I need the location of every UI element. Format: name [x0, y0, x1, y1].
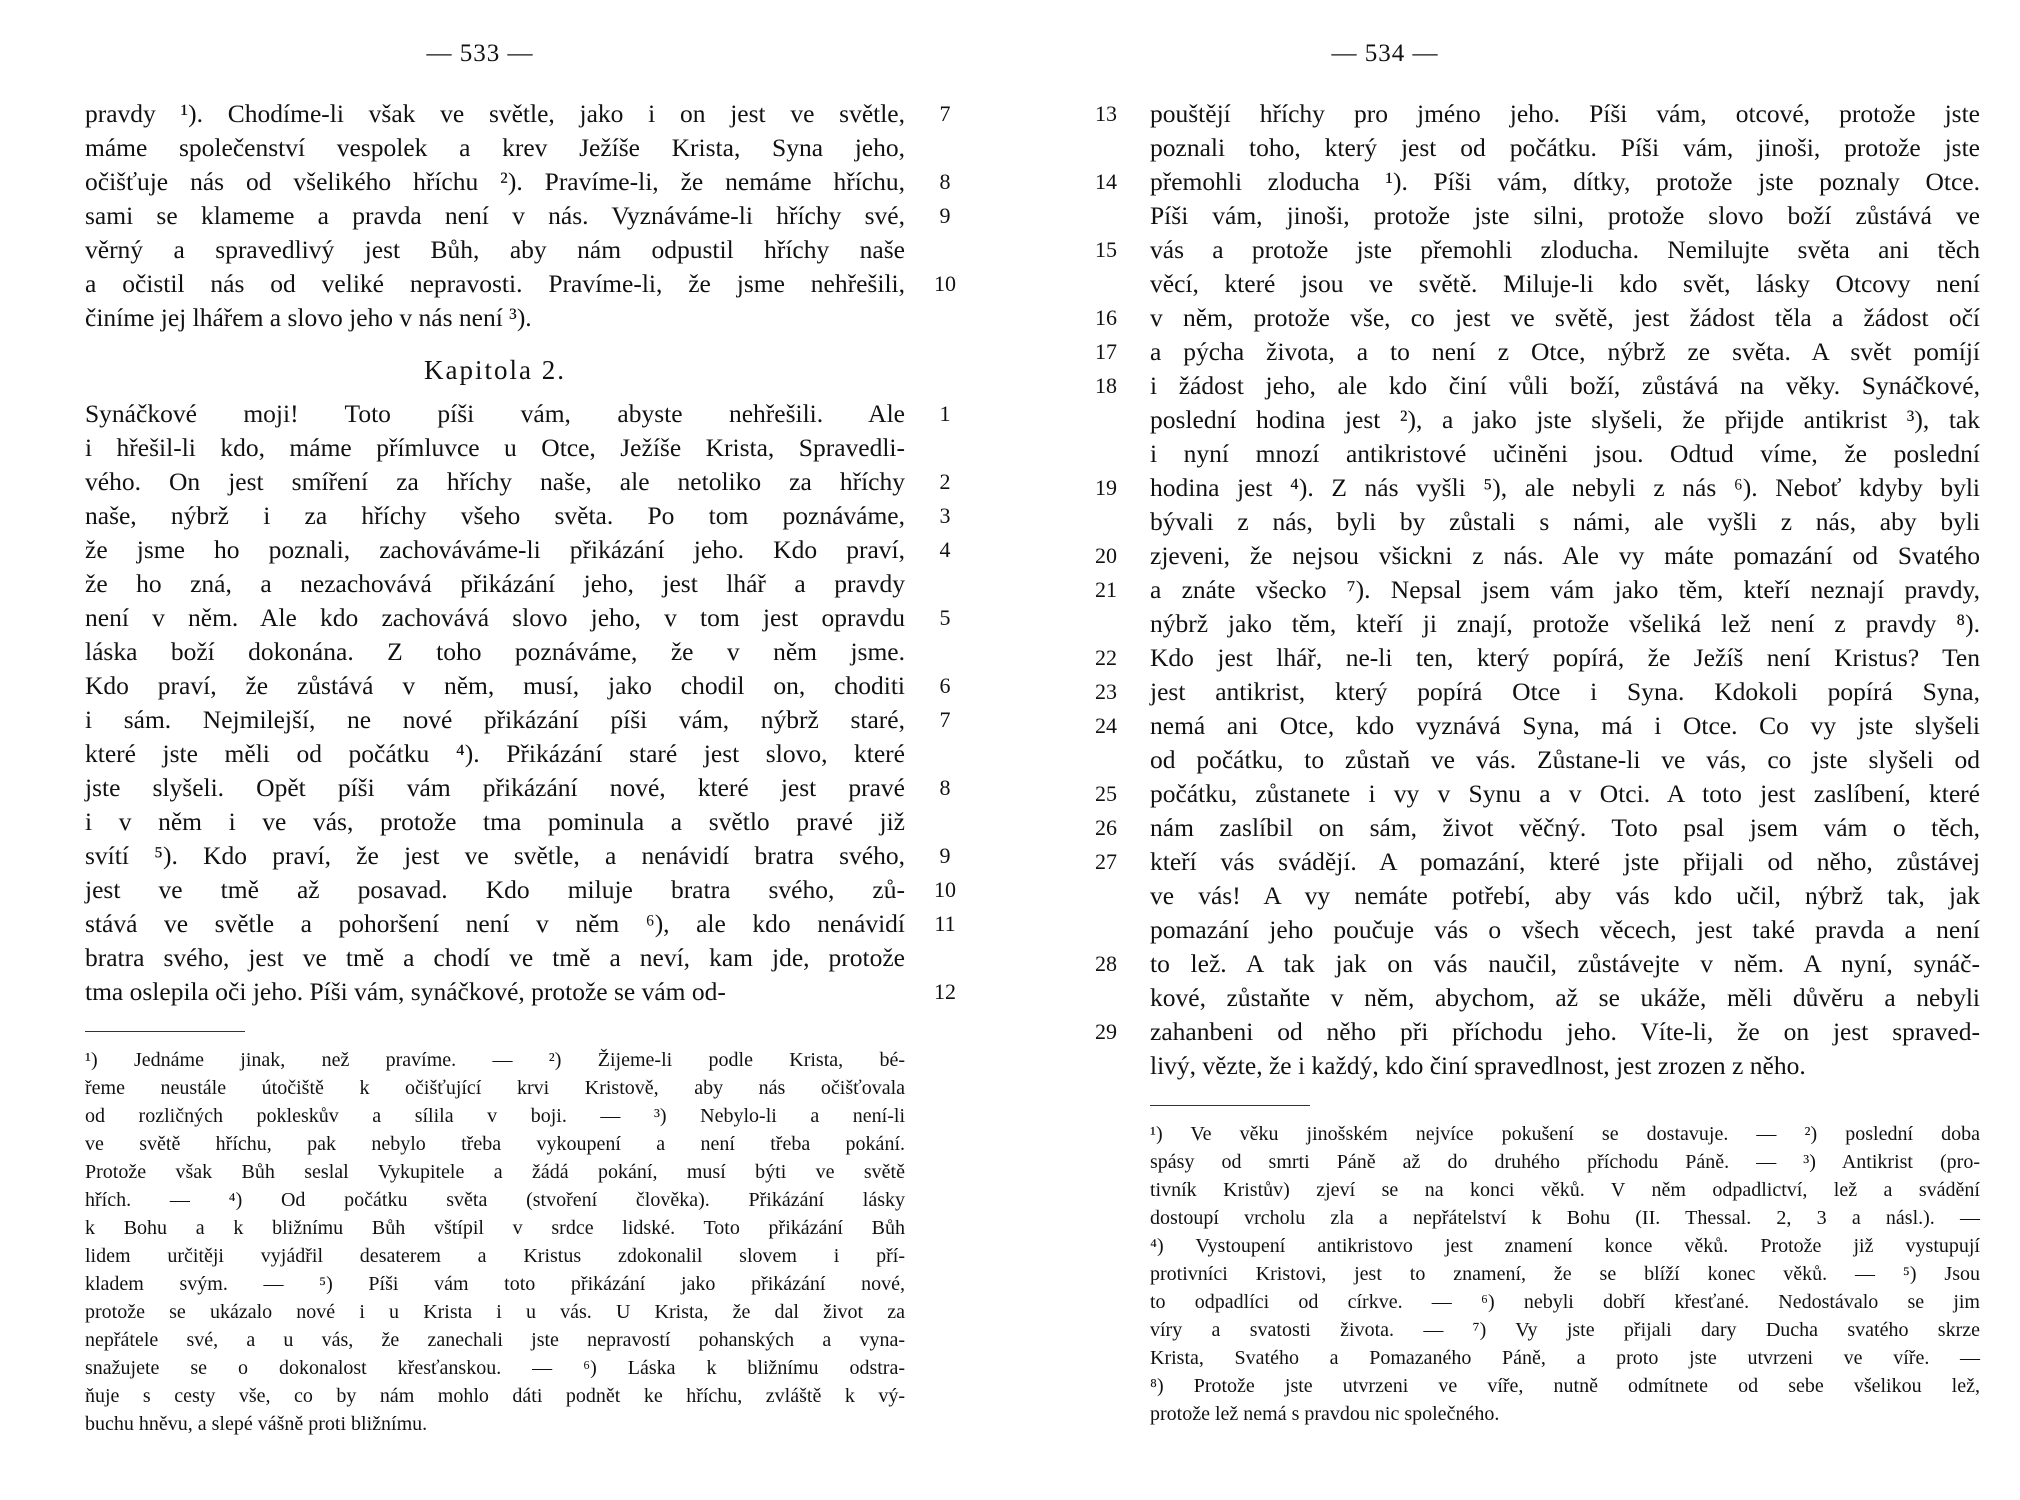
- line-text: i sám. Nejmilejší, ne nové přikázání píši vám, nýbrž staré,: [85, 705, 905, 734]
- text-line: [1095, 811, 1980, 845]
- text-line: [85, 165, 951, 199]
- line-text: nám zaslíbil on sám, život věčný. Toto psal jsem vám o těch,: [1150, 813, 1980, 842]
- text-line: [85, 499, 951, 533]
- footnote-text: protože lež nemá s pravdou nic společného.: [1150, 1403, 1500, 1425]
- verse-number: 13: [1095, 101, 1117, 126]
- line-text: přemohli zloducha ¹). Píši vám, dítky, protože jste poznaly Otce.: [1150, 167, 1980, 196]
- footnote-line: [1150, 1260, 1980, 1288]
- footnote-text: k Bohu a k bližnímu Bůh vštípil v srdce lidské. Toto přikázání Bůh: [85, 1217, 905, 1239]
- text-line: [85, 465, 951, 499]
- text-line: [85, 567, 905, 601]
- verse-number: 10: [934, 271, 956, 296]
- footnote-line: [85, 1242, 905, 1270]
- footnote-text: ⁴) Vystoupení antikristovo jest znamení konce věků. Protože již vystupují: [1150, 1235, 1980, 1257]
- footnote-line: [85, 1158, 905, 1186]
- text-line: [1095, 437, 1980, 471]
- verse-number: 18: [1095, 373, 1117, 398]
- text-line: [1095, 641, 1980, 675]
- text-line: [85, 669, 951, 703]
- line-text: bývali z nás, byli by zůstali s námi, ale vyšli z nás, aby byli: [1150, 507, 1980, 536]
- text-line: [85, 737, 905, 771]
- text-line: [1095, 369, 1980, 403]
- text-line: [85, 601, 951, 635]
- text-line: [85, 199, 951, 233]
- footnote-text: ňuje s cesty vše, co by nám mohlo dáti podnět ke hříchu, zvláště k vý-: [85, 1385, 905, 1407]
- text-line: [1095, 981, 1980, 1015]
- line-text: kteří vás svádějí. A pomazání, které jste přijali od něho, zůstávej: [1150, 847, 1980, 876]
- verse-number: 27: [1095, 849, 1117, 874]
- footnote-line: [85, 1382, 905, 1410]
- text-line: [1095, 947, 1980, 981]
- footnote-line: [1150, 1400, 1980, 1428]
- text-line: [1095, 845, 1980, 879]
- footnote-text: řeme neustále útočiště k očišťující krvi Kristově, aby nás očišťovala: [85, 1077, 905, 1099]
- line-text: vás a protože jste přemohli zloducha. Nemilujte světa ani těch: [1150, 235, 1980, 264]
- verse-number: 24: [1095, 713, 1117, 738]
- verse-number: 2: [939, 469, 951, 494]
- text-line: [85, 839, 951, 873]
- line-text: věcí, které jsou ve světě. Miluje-li kdo svět, lásky Otcovy není: [1150, 269, 1980, 298]
- footnote-line: [1150, 1316, 1980, 1344]
- line-text: i hřešil-li kdo, máme přímluvce u Otce, Ježíše Krista, Spravedli-: [85, 433, 905, 462]
- line-text: jest antikrist, který popírá Otce i Syna. Kdokoli popírá Syna,: [1150, 677, 1980, 706]
- verse-number: 1: [939, 401, 951, 426]
- text-line: [85, 873, 956, 907]
- footnote-line: [85, 1046, 905, 1074]
- text-line: [1095, 233, 1980, 267]
- line-text: zjeveni, že nejsou všickni z nás. Ale vy máte pomazání od Svatého: [1150, 541, 1980, 570]
- footnote-line: [1150, 1232, 1980, 1260]
- verse-number: 9: [939, 843, 951, 868]
- footnote-line: [1150, 1120, 1980, 1148]
- footnote-line: [85, 1270, 905, 1298]
- verse-number: 4: [939, 537, 951, 562]
- line-text: že jsme ho poznali, zachováváme-li přikázání jeho. Kdo praví,: [85, 535, 905, 564]
- line-text: Píši vám, jinoši, protože jste silni, protože slovo boží zůstává ve: [1150, 201, 1980, 230]
- chapter-title: Kapitola 2.: [424, 355, 566, 385]
- text-line: [1095, 165, 1980, 199]
- footnote-line: [85, 1214, 905, 1242]
- page-534: [1010, 0, 2020, 1500]
- line-text: Synáčkové moji! Toto píši vám, abyste nehřešili. Ale: [85, 399, 905, 428]
- footnote-text: ⁸) Protože jste utvrzeni ve víře, nutně odmítnete od sebe všelikou lež,: [1150, 1375, 1980, 1397]
- footnote-text: dostoupí vrcholu zla a nepřátelství k Bohu (II. Thessal. 2, 3 a násl.). —: [1150, 1207, 1980, 1229]
- verse-number: 19: [1095, 475, 1117, 500]
- line-text: v něm, protože vše, co jest ve světě, jest žádost těla a žádost očí: [1150, 303, 1980, 332]
- line-text: nemá ani Otce, kdo vyznává Syna, má i Otce. Co vy jste slyšeli: [1150, 711, 1980, 740]
- line-text: pouštějí hříchy pro jméno jeho. Píši vám, otcové, protože jste: [1150, 99, 1980, 128]
- footnote-text: Krista, Svatého a Pomazaného Páně, a proto jste utvrzeni ve víře. —: [1150, 1347, 1980, 1369]
- line-text: bratra svého, jest ve tmě a chodí ve tmě a neví, kam jde, protože: [85, 943, 905, 972]
- text-line: [1095, 539, 1980, 573]
- line-text: svítí ⁵). Kdo praví, že jest ve světle, a nenávidí bratra svého,: [85, 841, 905, 870]
- verse-number: 7: [939, 101, 951, 126]
- footnote-line: [85, 1074, 905, 1102]
- text-line: [1095, 471, 1980, 505]
- footnote-text: snažujete se o dokonalost křesťanskou. — ⁶) Láska k bližnímu odstra-: [85, 1357, 905, 1379]
- text-line: [1095, 913, 1980, 947]
- footnote-rule: [85, 1031, 245, 1032]
- line-text: stává ve světle a pohoršení není v něm ⁶), ale kdo nenávidí: [85, 909, 905, 938]
- text-line: [85, 771, 951, 805]
- text-line: [85, 301, 905, 335]
- line-text: nýbrž jako těm, kteří ji znají, protože všeliká lež není z pravdy ⁸).: [1150, 609, 1980, 638]
- footnote-line: [1150, 1176, 1980, 1204]
- verse-number: 8: [939, 169, 951, 194]
- verse-number: 14: [1095, 169, 1117, 194]
- text-line: [1095, 573, 1980, 607]
- verse-number: 3: [939, 503, 951, 528]
- footnote-line: [1150, 1204, 1980, 1232]
- footnote-line: [85, 1102, 905, 1130]
- text-line: [1095, 403, 1980, 437]
- text-line: [85, 397, 951, 431]
- footnote-line: [1150, 1372, 1980, 1400]
- footnote-text: nepřátele své, a u vás, že zanechali jste nepravostí pohanských a vyna-: [85, 1329, 905, 1351]
- text-line: [1095, 879, 1980, 913]
- line-text: které jste měli od počátku ⁴). Přikázání staré jest slovo, které: [85, 739, 905, 768]
- text-line: [1095, 1049, 1980, 1083]
- footnote-rule: [1150, 1105, 1310, 1106]
- line-text: očišťuje nás od všelikého hříchu ²). Pravíme-li, že nemáme hříchu,: [85, 167, 905, 196]
- line-text: zahanbeni od něho při příchodu jeho. Víte-li, že on jest spraved-: [1150, 1017, 1980, 1046]
- text-line: [1095, 777, 1980, 811]
- line-text: Kdo jest lhář, ne-li ten, který popírá, že Ježíš není Kristus? Ten: [1150, 643, 1980, 672]
- verse-number: 29: [1095, 1019, 1117, 1044]
- footnote-line: [85, 1326, 905, 1354]
- footnote-text: hřích. — ⁴) Od počátku světa (stvoření člověka). Přikázání lásky: [85, 1189, 905, 1211]
- text-line: [85, 97, 951, 131]
- footnote-line: [1150, 1344, 1980, 1372]
- line-text: naše, nýbrž i za hříchy všeho světa. Po tom poznáváme,: [85, 501, 905, 530]
- verse-number: 11: [934, 911, 956, 936]
- verse-number: 10: [934, 877, 956, 902]
- line-text: věrný a spravedlivý jest Bůh, aby nám odpustil hříchy naše: [85, 235, 905, 264]
- text-line: [85, 267, 956, 301]
- text-line: [1095, 505, 1980, 539]
- footnote-line: [85, 1298, 905, 1326]
- line-text: i žádost jeho, ale kdo činí vůli boží, zůstává na věky. Synáčkové,: [1150, 371, 1980, 400]
- text-line: [1095, 97, 1980, 131]
- line-text: Kdo praví, že zůstává v něm, musí, jako chodil on, choditi: [85, 671, 905, 700]
- line-text: livý, vězte, že i každý, kdo činí spravedlnost, jest zrozen z něho.: [1150, 1051, 1806, 1080]
- line-text: a znáte všecko ⁷). Nepsal jsem vám jako těm, kteří neznají pravdy,: [1150, 575, 1980, 604]
- line-text: máme společenství vespolek a krev Ježíše Krista, Syna jeho,: [85, 133, 905, 162]
- footnote-line: [85, 1410, 905, 1438]
- verse-number: 22: [1095, 645, 1117, 670]
- line-text: jest ve tmě až posavad. Kdo miluje bratra svého, zů-: [85, 875, 905, 904]
- line-text: i nyní mnozí antikristové učiněni jsou. Odtud víme, že poslední: [1150, 439, 1980, 468]
- verse-number: 23: [1095, 679, 1117, 704]
- verse-number: 6: [939, 673, 951, 698]
- line-text: není v něm. Ale kdo zachovává slovo jeho, v tom jest opravdu: [85, 603, 905, 632]
- page-body: [1095, 97, 1980, 1428]
- text-line: [1095, 1015, 1980, 1049]
- verse-number: 17: [1095, 339, 1117, 364]
- footnote-text: spásy od smrti Páně až do druhého příchodu Páně. — ³) Antikrist (pro-: [1150, 1151, 1980, 1173]
- page-number: — 534 —: [1331, 40, 1439, 67]
- text-line: [1095, 199, 1980, 233]
- footnote-text: od rozličných pokleskův a sílila v boji. — ³) Nebylo-li a není-li: [85, 1105, 905, 1127]
- text-line: [1095, 743, 1980, 777]
- footnote-text: kladem svým. — ⁵) Píši vám toto přikázání jako přikázání nové,: [85, 1273, 905, 1295]
- verse-number: 7: [939, 707, 951, 732]
- verse-number: 25: [1095, 781, 1117, 806]
- footnote-text: ve světě hříchu, pak nebylo třeba vykoupení a není třeba pokání.: [85, 1133, 905, 1155]
- footnote-text: to odpadlíci od církve. — ⁶) nebyli dobří křesťané. Nedostávalo se jim: [1150, 1291, 1980, 1313]
- line-text: láska boží dokonána. Z toho poznáváme, že v něm jsme.: [85, 637, 905, 666]
- line-text: vého. On jest smíření za hříchy naše, ale netoliko za hříchy: [85, 467, 905, 496]
- footnote-line: [85, 1186, 905, 1214]
- page-body: [85, 97, 956, 1438]
- footnote-line: [1150, 1148, 1980, 1176]
- line-text: to lež. A tak jak on vás naučil, zůstávejte v něm. A nyní, synáč-: [1150, 949, 1980, 978]
- page-number: — 533 —: [426, 40, 534, 67]
- text-line: [85, 431, 905, 465]
- text-line: [1095, 131, 1980, 165]
- line-text: hodina jest ⁴). Z nás vyšli ⁵), ale nebyli z nás ⁶). Neboť kdyby byli: [1150, 473, 1980, 502]
- text-line: [85, 907, 956, 941]
- footnote-line: [85, 1354, 905, 1382]
- line-text: sami se klameme a pravda není v nás. Vyznáváme-li hříchy své,: [85, 201, 905, 230]
- line-text: počátku, zůstanete i vy v Synu a v Otci. A toto jest zaslíbení, které: [1150, 779, 1980, 808]
- line-text: činíme jej lhářem a slovo jeho v nás není ³).: [85, 303, 532, 332]
- text-line: [1095, 675, 1980, 709]
- line-text: od počátku, to zůstaň ve vás. Zůstane-li ve vás, co jste slyšeli od: [1150, 745, 1980, 774]
- line-text: pomazání jeho poučuje vás o všech věcech, jest také pravda a není: [1150, 915, 1980, 944]
- line-text: jste slyšeli. Opět píši vám přikázání nové, které jest pravé: [85, 773, 905, 802]
- text-line: [85, 941, 905, 975]
- text-line: [85, 703, 951, 737]
- footnote-text: ¹) Ve věku jinošském nejvíce pokušení se dostavuje. — ²) poslední doba: [1150, 1123, 1980, 1145]
- footnote-line: [1150, 1288, 1980, 1316]
- footnote-text: protože se ukázalo nové i u Krista i u vás. U Krista, že dal život za: [85, 1301, 905, 1323]
- text-line: [85, 805, 905, 839]
- text-line: [85, 233, 905, 267]
- verse-number: 28: [1095, 951, 1117, 976]
- text-line: [1095, 301, 1980, 335]
- text-line: [85, 533, 951, 567]
- text-line: [1095, 267, 1980, 301]
- line-text: a očistil nás od veliké nepravosti. Pravíme-li, že jsme nehřešili,: [85, 269, 905, 298]
- footnote-text: buchu hněvu, a slepé vášně proti bližnímu.: [85, 1413, 428, 1435]
- line-text: ve vás! A vy nemáte potřebí, aby vás kdo učil, nýbrž tak, jak: [1150, 881, 1980, 910]
- footnote-text: víry a svatosti života. — ⁷) Vy jste přijali dary Ducha svatého skrze: [1150, 1319, 1980, 1341]
- line-text: pravdy ¹). Chodíme-li však ve světle, jako i on jest ve světle,: [85, 99, 905, 128]
- verse-number: 12: [934, 979, 956, 1004]
- text-line: [85, 635, 905, 669]
- verse-number: 16: [1095, 305, 1117, 330]
- line-text: i v něm i ve vás, protože tma pominula a světlo pravé již: [85, 807, 905, 836]
- footnote-text: lidem určitěji vyjádřil desaterem a Kristus zdokonalil slovem i pří-: [85, 1245, 905, 1267]
- text-line: [85, 131, 905, 165]
- verse-number: 8: [939, 775, 951, 800]
- verse-number: 15: [1095, 237, 1117, 262]
- text-line: [1095, 335, 1980, 369]
- text-line: [85, 975, 956, 1009]
- line-text: kové, zůstaňte v něm, abychom, až se ukáže, měli důvěru a nebyli: [1150, 983, 1980, 1012]
- footnote-text: tivník Kristův) zjeví se na konci věků. V něm odpadlictví, lež a svádění: [1150, 1179, 1980, 1201]
- verse-number: 20: [1095, 543, 1117, 568]
- line-text: poslední hodina jest ²), a jako jste slyšeli, že přijde antikrist ³), tak: [1150, 405, 1980, 434]
- text-line: [1095, 709, 1980, 743]
- verse-number: 21: [1095, 577, 1117, 602]
- footnote-text: ¹) Jednáme jinak, než pravíme. — ²) Žijeme-li podle Krista, bé-: [85, 1049, 905, 1071]
- verse-number: 26: [1095, 815, 1117, 840]
- footnote-text: Protože však Bůh seslal Vykupitele a žádá pokání, musí býti ve světě: [85, 1161, 905, 1183]
- line-text: a pýcha života, a to není z Otce, nýbrž ze světa. A svět pomíjí: [1150, 337, 1980, 366]
- verse-number: 5: [939, 605, 951, 630]
- footnote-line: [85, 1130, 905, 1158]
- text-line: [1095, 607, 1980, 641]
- line-text: tma oslepila oči jeho. Píši vám, synáčkové, protože se vám od-: [85, 977, 726, 1006]
- line-text: poznali toho, který jest od počátku. Píši vám, jinoši, protože jste: [1150, 133, 1980, 162]
- footnote-text: protivníci Kristovi, jest to znamení, že se blíží konec věků. — ⁵) Jsou: [1150, 1263, 1980, 1285]
- verse-number: 9: [939, 203, 951, 228]
- line-text: že ho zná, a nezachovává přikázání jeho, jest lhář a pravdy: [85, 569, 905, 598]
